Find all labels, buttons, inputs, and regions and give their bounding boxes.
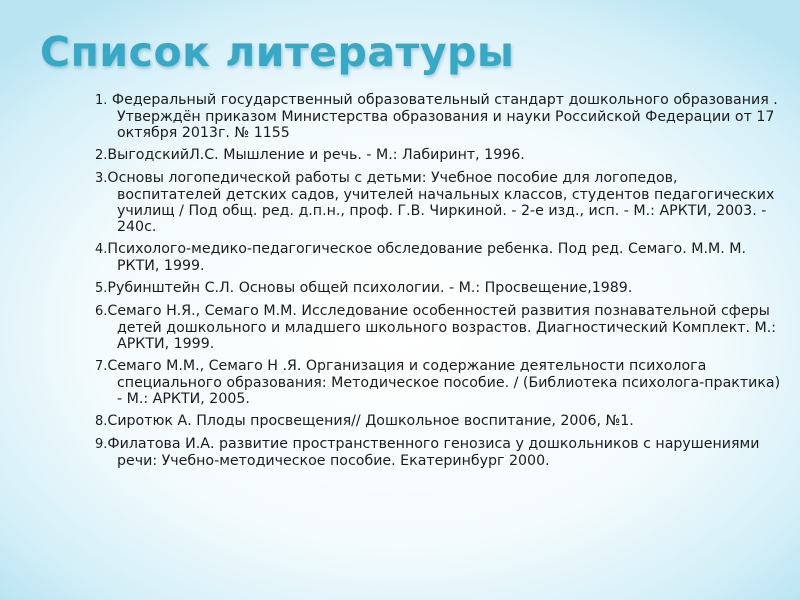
reference-item (95, 92, 785, 141)
reference-text: Семаго М.М., Семаго Н .Я. Организация и содержание деятельности психолога специального образования: Методическое пособие. / (Библиотека психолога-практика) - М.: АРКТИ, 2005. (107, 358, 781, 407)
reference-number: 6. (95, 304, 108, 319)
reference-number: 2. (95, 148, 108, 163)
reference-item (95, 358, 785, 407)
reference-number: 9. (95, 437, 108, 452)
reference-item (95, 280, 785, 297)
reference-number: 4. (95, 242, 108, 257)
reference-item (95, 170, 785, 235)
reference-number: 5. (95, 281, 108, 296)
slide-title: Список литературы (40, 28, 515, 76)
reference-text: Рубинштейн С.Л. Основы общей психологии. - М.: Просвещение,1989. (107, 280, 633, 296)
reference-item (95, 413, 785, 430)
reference-text: ВыгодскийЛ.С. Мышление и речь. - М.: Лабиринт, 1996. (107, 147, 525, 163)
reference-number: 3. (95, 171, 108, 186)
reference-item (95, 303, 785, 352)
reference-text: Сиротюк А. Плоды просвещения// Дошкольное воспитание, 2006, №1. (107, 413, 634, 429)
reference-text: Основы логопедической работы с детьми: Учебное пособие для логопедов, воспитателей детских садов, учителей начальных классов, студентов педагогических училищ / Под общ. ред. д.п.н., проф. Г.В. Чиркиной. - 2-е изд., исп. - М.: АРКТИ, 2003. - 240с. (107, 170, 775, 235)
reference-number: 1. (95, 93, 108, 108)
reference-text: Филатова И.А. развитие пространственного генозиса у дошкольников с нарушениями речи: Учебно-методическое пособие. Екатеринбург 2000. (107, 436, 760, 469)
reference-number: 8. (95, 414, 108, 429)
reference-item (95, 241, 785, 274)
reference-list (95, 92, 785, 475)
reference-number: 7. (95, 359, 108, 374)
reference-text: Семаго Н.Я., Семаго М.М. Исследование особенностей развития познавательной сферы детей дошкольного и младшего школьного возрастов. Диагностический Комплект. М.: АРКТИ, 1999. (107, 303, 777, 352)
reference-item (95, 147, 785, 164)
reference-text: Психолого-медико-педагогическое обследование ребенка. Под ред. Семаго. М.М. М. РКТИ, 1999. (107, 241, 746, 274)
reference-text: Федеральный государственный образовательный стандарт дошкольного образования . Утверждён приказом Министерства образования и науки Российской Федерации от 17 октября 2013г. № 1155 (107, 92, 778, 141)
reference-item (95, 436, 785, 469)
